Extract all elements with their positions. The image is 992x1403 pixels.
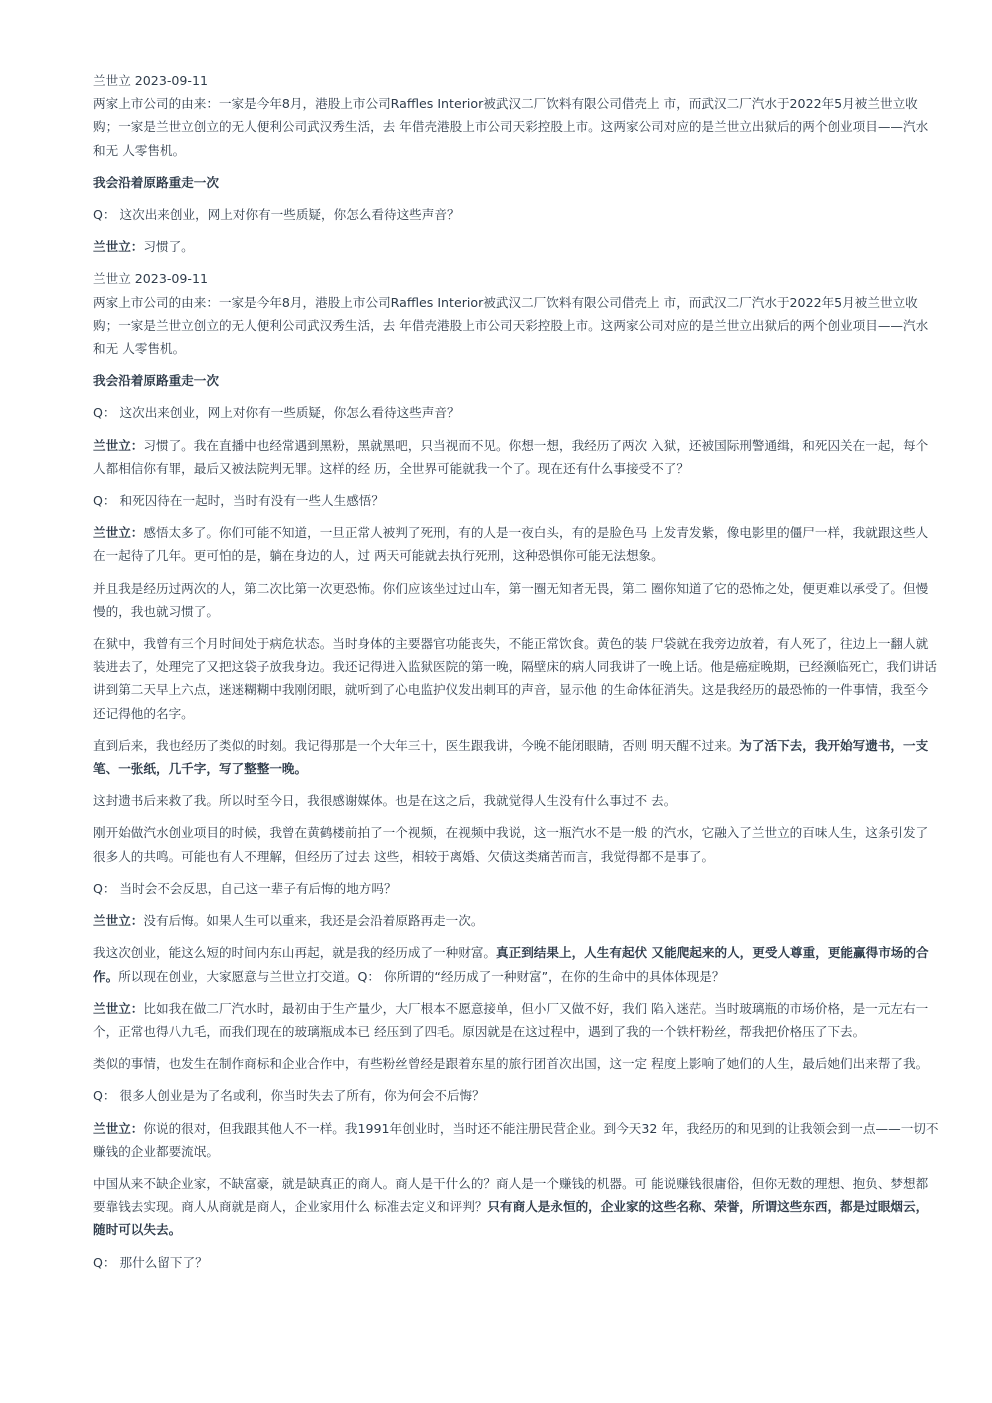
text-run: 中国从来不缺企业家，不缺富豪，就是缺真正的商人。商人是干什么的？商人是一个赚钱的机器。可 能说赚钱很庸俗，但你无数的理想、抱负、梦想都要靠钱去实现。商人从商就是商人，企业家用什么 标准去定义和评判？ (93, 1175, 929, 1215)
paragraph (93, 92, 940, 162)
bold-text: 我会沿着原路重走一次 (93, 373, 219, 389)
paragraph (93, 291, 940, 361)
paragraph (93, 1084, 940, 1107)
bold-text: 兰世立： (93, 913, 144, 929)
text-run: 并且我是经历过两次的人，第二次比第一次更恐怖。你们应该坐过过山车，第一圈无知者无畏，第二 圈你知道了它的恐怖之处，便更难以承受了。但慢慢的，我也就习惯了。 (93, 580, 929, 619)
paragraph (93, 521, 940, 567)
paragraph (93, 877, 940, 900)
paragraph (93, 1052, 940, 1075)
text-run: Q： 这次出来创业，网上对你有一些质疑，你怎么看待这些声音？ (93, 207, 460, 223)
paragraph (93, 434, 940, 480)
paragraph (93, 401, 940, 424)
text-run: 这封遗书后来救了我。所以时至今日，我很感谢媒体。也是在这之后，我就觉得人生没有什么事过不 去。 (93, 793, 677, 809)
text-run: 所以现在创业，大家愿意与兰世立打交道。Q： 你所谓的“经历成了一种财富”，在你的生命中的具体体现是？ (118, 968, 725, 984)
text-run: 感悟太多了。你们可能不知道，一旦正常人被判了死刑，有的人是一夜白头，有的是脸色马 上发青发紫，像电影里的僵尸一样，我就跟这些人在一起待了几年。更可怕的是，躺在身边的人，过 两天可能就去执行死刑，这种恐惧你可能无法想象。 (93, 525, 929, 564)
paragraph (93, 909, 940, 932)
section-heading (93, 369, 940, 392)
paragraph (93, 1251, 940, 1274)
text-run: Q： 那什么留下了？ (93, 1254, 208, 1270)
paragraph (93, 789, 940, 812)
paragraph (93, 632, 940, 725)
text-run: 习惯了。 (143, 239, 194, 255)
text-run: 我这次创业，能这么短的时间内东山再起，就是我的经历成了一种财富。 (93, 945, 496, 961)
bold-text: 兰世立： (93, 1120, 144, 1136)
text-run: Q： 和死囚待在一起时，当时有没有一些人生感悟？ (93, 493, 384, 509)
text-run: 在狱中，我曾有三个月时间处于病危状态。当时身体的主要器官功能丧失，不能正常饮食。黄色的装 尸袋就在我旁边放着，有人死了，往边上一翻人就装进去了，处理完了又把这袋子放我身边。我还记得进入监狱医院的第一晚，隔壁床的病人同我讲了一晚上话。他是癌症晚期，已经濒临死亡，我们讲话讲到第二天早上六点，迷迷糊糊中我刚闭眼，就听到了心电监护仪发出刺耳的声音，显示他 的生命体征消失。这是我经历的最恐怖的一件事情，我至今还记得他的名字。 (93, 636, 937, 721)
text-run: 两家上市公司的由来：一家是今年8月，港股上市公司Raffles Interior被武汉二厂饮料有限公司借壳上 市，而武汉二厂汽水于2022年5月被兰世立收购；一家是兰世立创立的无人便利公司武汉秀生活，去 年借壳港股上市公司天彩控股上市。这两家公司对应的是兰世立出狱后的两个创业项目——汽水和无 人零售机。 (93, 294, 929, 357)
text-run: 刚开始做汽水创业项目的时候，我曾在黄鹤楼前拍了一个视频，在视频中我说，这一瓶汽水不是一般 的汽水，它融入了兰世立的百味人生，这条引发了很多人的共鸣。可能也有人不理解，但经历了过去 这些，相较于离婚、欠债这类痛苦而言，我觉得都不是事了。 (93, 825, 929, 864)
paragraph (93, 577, 940, 623)
section-heading (93, 171, 940, 194)
bold-text: 我会沿着原路重走一次 (93, 174, 219, 190)
bold-text: 兰世立： (93, 1000, 144, 1016)
paragraph (93, 489, 940, 512)
paragraph (93, 235, 940, 258)
bold-text: 兰世立： (93, 239, 144, 255)
article-body (93, 69, 940, 1274)
bold-text: 为了活下去，我开始写遗书，一支笔、一张纸，几千字，写了整整一晚。 (93, 737, 929, 777)
paragraph (93, 997, 940, 1043)
text-run: 两家上市公司的由来：一家是今年8月，港股上市公司Raffles Interior被武汉二厂饮料有限公司借壳上 市，而武汉二厂汽水于2022年5月被兰世立收购；一家是兰世立创立的无人便利公司武汉秀生活，去 年借壳港股上市公司天彩控股上市。这两家公司对应的是兰世立出狱后的两个创业项目——汽水和无 人零售机。 (93, 96, 929, 158)
text-run: 习惯了。我在直播中也经常遇到黑粉，黑就黑吧，只当视而不见。你想一想，我经历了两次 入狱，还被国际刑警通缉，和死囚关在一起，每个人都相信你有罪，最后又被法院判无罪。这样的经 历，全世界可能就我一个了。现在还有什么事接受不了？ (93, 437, 929, 476)
text-run: 类似的事情，也发生在制作商标和企业合作中，有些粉丝曾经是跟着东星的旅行团首次出国，这一定 程度上影响了她们的人生，最后她们出来帮了我。 (93, 1056, 929, 1072)
text-run: 兰世立 2023-09-11 (93, 73, 208, 88)
paragraph (93, 203, 940, 226)
bold-text: 兰世立： (93, 525, 144, 541)
text-run: Q： 当时会不会反思，自己这一辈子有后悔的地方吗？ (93, 880, 397, 896)
text-run: 比如我在做二厂汽水时，最初由于生产量少，大厂根本不愿意接单，但小厂又做不好，我们 陷入迷茫。当时玻璃瓶的市场价格，是一元左右一个，正常也得八九毛，而我们现在的玻璃瓶成本已 经压到了四毛。原因就是在这过程中，遇到了我的一个铁杆粉丝，帮我把价格压了下去。 (93, 1000, 929, 1039)
text-run: 你说的很对，但我跟其他人不一样。我1991年创业时，当时还不能注册民营企业。到今天32 年，我经历的和见到的让我领会到一点——一切不赚钱的企业都要流氓。 (93, 1120, 939, 1159)
text-run: 没有后悔。如果人生可以重来，我还是会沿着原路再走一次。 (143, 913, 484, 929)
bold-text: 兰世立： (93, 437, 144, 453)
text-run: 兰世立 2023-09-11 (93, 271, 208, 287)
bold-text: 只有商人是永恒的，企业家的这些名称、荣誉，所谓这些东西，都是过眼烟云，随时可以失去。 (93, 1199, 929, 1238)
text-run: Q： 这次出来创业，网上对你有一些质疑，你怎么看待这些声音？ (93, 405, 460, 421)
paragraph (93, 1172, 940, 1242)
paragraph (93, 821, 940, 867)
paragraph (93, 734, 940, 780)
text-run: Q： 很多人创业是为了名或利，你当时失去了所有，你为何会不后悔？ (93, 1088, 485, 1104)
paragraph (93, 1117, 940, 1163)
paragraph (93, 941, 940, 987)
text-run: 直到后来，我也经历了类似的时刻。我记得那是一个大年三十，医生跟我讲，今晚不能闭眼睛，否则 明天醒不过来。 (93, 737, 740, 753)
bold-text: 真正到结果上，人生有起伏 又能爬起来的人，更受人尊重，更能赢得市场的合作。 (93, 945, 929, 984)
byline (93, 267, 940, 290)
byline (93, 69, 940, 92)
